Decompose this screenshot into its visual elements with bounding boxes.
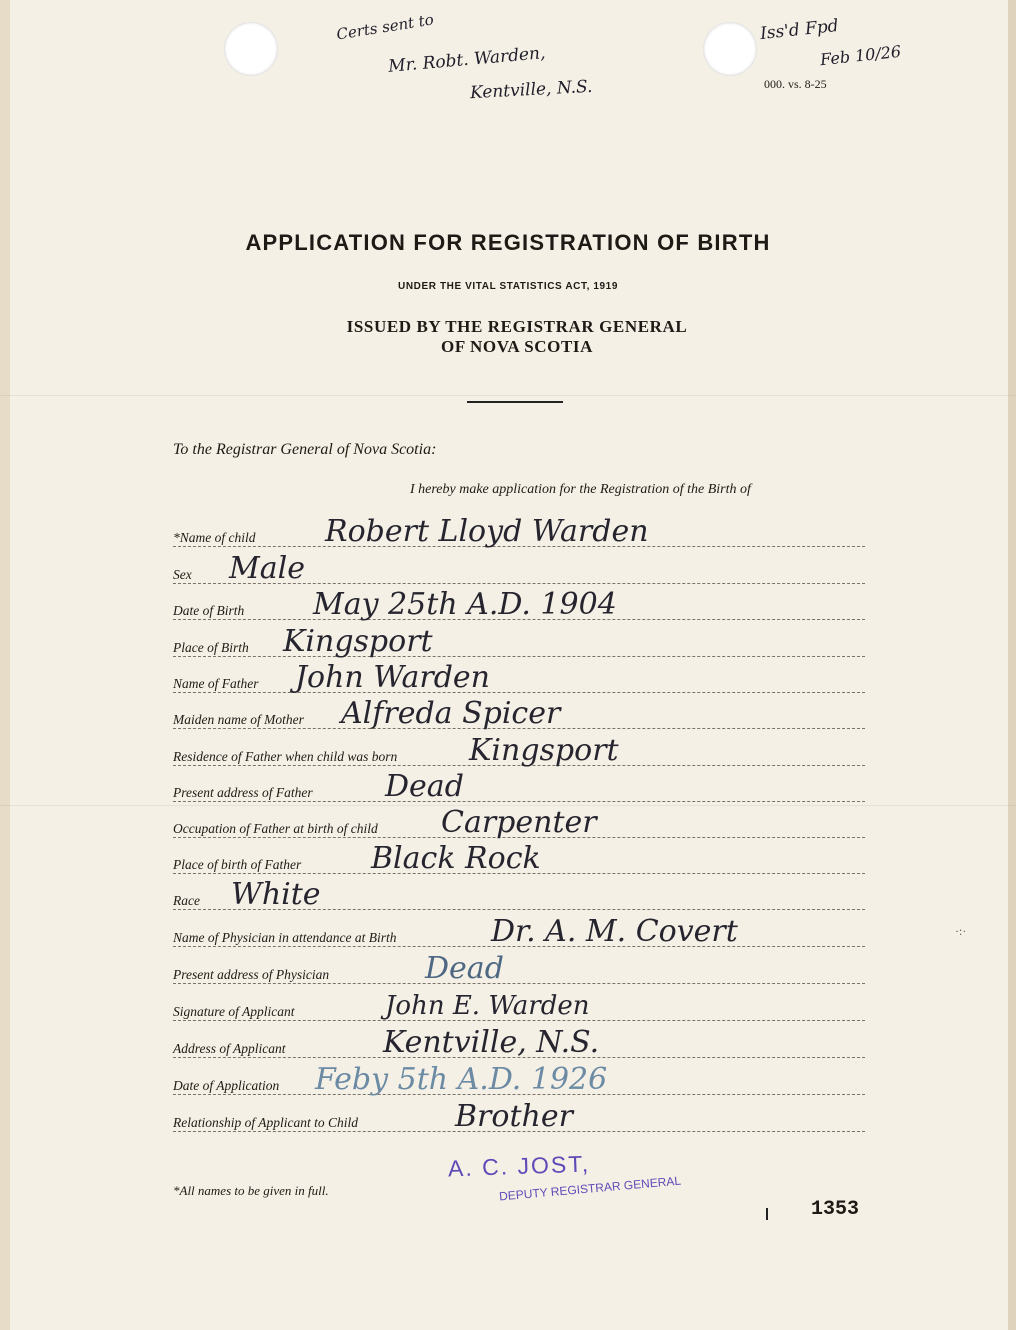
field-value: Dead: [425, 951, 504, 986]
paper-edge-right: [1008, 0, 1016, 1330]
divider-rule: [467, 401, 563, 403]
field-label: Signature of Applicant: [173, 1004, 298, 1020]
dotted-line: [173, 692, 865, 693]
application-statement: I hereby make application for the Registration of the Birth of: [410, 482, 751, 497]
field-value: Kentville, N.S.: [383, 1025, 600, 1060]
field-label: Name of Father: [173, 676, 262, 692]
field-value: Dr. A. M. Covert: [491, 914, 738, 949]
issued-by-line: ISSUED BY THE REGISTRAR GENERAL: [346, 317, 688, 336]
field-row-race: [173, 877, 865, 912]
punch-hole: [224, 22, 278, 76]
field-row-present-address-of-physician: [173, 951, 865, 986]
field-row-date-of-birth: [173, 587, 865, 622]
field-value: Male: [229, 551, 305, 586]
dotted-line: [173, 656, 865, 657]
field-label: Present address of Father: [173, 785, 316, 801]
field-label: *Name of child: [173, 530, 259, 546]
salutation: To the Registrar General of Nova Scotia:: [173, 441, 437, 458]
field-value: Dead: [385, 769, 464, 804]
field-label: Place of birth of Father: [173, 857, 304, 873]
registrar-stamp: [447, 1150, 682, 1204]
form-number: 000. vs. 8-25: [764, 77, 827, 91]
handwritten-note-line: Feb 10/26: [819, 41, 902, 70]
field-value: John E. Warden: [385, 991, 590, 1021]
handwritten-note-line: Mr. Robt. Warden,: [387, 43, 547, 77]
field-value: White: [231, 877, 321, 912]
field-row-name-of-father: [173, 660, 865, 695]
handwritten-note-line: Iss'd Fpd: [759, 15, 840, 45]
ink-speck: ·:·: [955, 924, 967, 938]
field-label: Sex: [173, 567, 195, 583]
field-value: May 25th A.D. 1904: [313, 587, 617, 622]
field-label: Date of Application: [173, 1078, 282, 1094]
field-row-place-of-birth-of-father: [173, 841, 865, 876]
dotted-line: [173, 983, 865, 984]
handwritten-note-line: Certs sent to: [335, 10, 435, 44]
field-value: Alfreda Spicer: [341, 696, 561, 731]
field-row-relationship-of-applicant: [173, 1099, 865, 1134]
field-label: Occupation of Father at birth of child: [173, 821, 381, 837]
paper-edge-left: [0, 0, 10, 1330]
field-value: Robert Lloyd Warden: [325, 514, 649, 549]
field-label: Relationship of Applicant to Child: [173, 1115, 361, 1131]
handwritten-note-line: Kentville, N.S.: [469, 76, 593, 104]
field-label: Maiden name of Mother: [173, 712, 307, 728]
field-value: John Warden: [295, 660, 490, 695]
field-row-sex: [173, 551, 865, 586]
field-label: Date of Birth: [173, 603, 247, 619]
field-value: Black Rock: [371, 841, 541, 876]
field-row-signature-of-applicant: [173, 991, 865, 1023]
field-label: Race: [173, 893, 203, 909]
subtitle: UNDER THE VITAL STATISTICS ACT, 1919: [398, 281, 618, 292]
field-label: Address of Applicant: [173, 1041, 289, 1057]
field-value: Brother: [455, 1099, 573, 1134]
field-row-name-of-child: [173, 514, 865, 549]
field-row-date-of-application: [173, 1062, 865, 1097]
field-label: Present address of Physician: [173, 967, 332, 983]
field-row-place-of-birth: [173, 624, 865, 659]
field-row-address-of-applicant: [173, 1025, 865, 1060]
dotted-line: [173, 801, 865, 802]
fold-line: [0, 395, 1016, 396]
field-label: Residence of Father when child was born: [173, 749, 400, 765]
field-label: Place of Birth: [173, 640, 252, 656]
field-label: Name of Physician in attendance at Birth: [173, 930, 399, 946]
stamp-title: DEPUTY REGISTRAR GENERAL: [498, 1173, 682, 1204]
field-value: Carpenter: [441, 805, 597, 840]
field-value: Kingsport: [283, 624, 433, 659]
serial-number: 1353: [811, 1198, 860, 1221]
punch-hole: [703, 22, 757, 76]
field-row-residence-of-father: [173, 733, 865, 768]
field-row-occupation-of-father: [173, 805, 865, 840]
field-row-name-of-physician: [173, 914, 865, 949]
issued-by: [0, 317, 1016, 357]
field-value: Feby 5th A.D. 1926: [315, 1062, 608, 1097]
serial-tick-mark: [766, 1208, 768, 1220]
field-row-present-address-of-father: [173, 769, 865, 804]
issued-by-line: OF NOVA SCOTIA: [441, 337, 593, 356]
page-title: APPLICATION FOR REGISTRATION OF BIRTH: [245, 230, 771, 255]
footnote: *All names to be given in full.: [173, 1183, 329, 1198]
field-row-maiden-name-of-mother: [173, 696, 865, 731]
field-value: Kingsport: [469, 733, 619, 768]
stamp-name: A. C. JOST,: [447, 1150, 591, 1182]
